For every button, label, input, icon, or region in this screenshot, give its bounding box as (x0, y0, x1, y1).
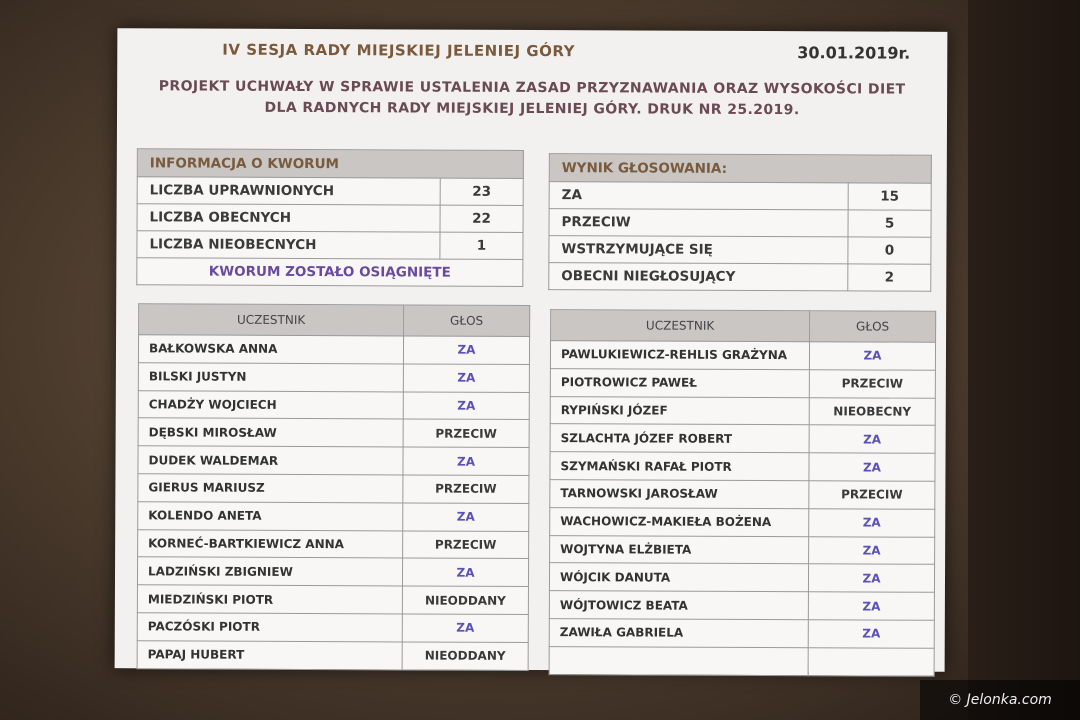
participant-row (549, 646, 934, 675)
vote-result-row (549, 209, 931, 238)
participant-name: WACHOWICZ-MAKIEŁA BOŻENA (550, 507, 809, 536)
participant-row (550, 535, 935, 564)
quorum-heading: INFORMACJA O KWORUM (137, 149, 523, 179)
vote-result-label: OBECNI NIEGŁOSUJĄCY (549, 263, 848, 291)
participant-vote: ZA (808, 592, 934, 620)
participant-name: SZYMAŃSKI RAFAŁ PIOTR (550, 452, 809, 481)
participant-name: PACZÓSKI PIOTR (137, 613, 402, 642)
participant-row (550, 424, 935, 453)
participant-name (549, 646, 808, 675)
participant-vote: PRZECIW (403, 475, 529, 503)
participant-name: BILSKI JUSTYN (138, 363, 403, 392)
vote-result-table (548, 153, 932, 292)
vote-result-row (549, 236, 931, 265)
participant-vote: ZA (808, 620, 934, 648)
participant-name: PAPAJ HUBERT (137, 641, 402, 670)
column-header-participant: UCZESTNIK (551, 310, 810, 342)
participants-left-body (137, 335, 529, 670)
participant-row (550, 396, 935, 425)
participant-vote: ZA (809, 453, 935, 481)
participant-vote: ZA (808, 564, 934, 592)
participants-right-body (549, 341, 935, 676)
participant-vote: ZA (403, 447, 529, 475)
vote-result-label: WSTRZYMUJĄCE SIĘ (549, 236, 848, 264)
participant-vote: NIEODDANY (402, 642, 528, 670)
participant-vote: PRZECIW (403, 419, 529, 447)
participant-vote: ZA (809, 425, 935, 453)
quorum-label: LICZBA OBECNYCH (137, 204, 440, 232)
participant-name: DĘBSKI MIROSŁAW (138, 418, 403, 447)
session-date: 30.01.2019r. (797, 43, 911, 63)
session-title: IV SESJA RADY MIEJSKIEJ JELENIEJ GÓRY (222, 40, 575, 61)
participant-row (138, 418, 529, 448)
quorum-value: 1 (440, 232, 523, 259)
quorum-row (137, 204, 523, 233)
participant-name: MIEDZIŃSKI PIOTR (137, 585, 402, 614)
vote-result-row (549, 182, 931, 211)
participant-name: TARNOWSKI JAROSŁAW (550, 480, 809, 509)
participant-vote: PRZECIW (809, 370, 935, 398)
quorum-value: 22 (440, 205, 523, 232)
participant-row (138, 363, 529, 393)
participants-table-right (549, 309, 937, 676)
quorum-label: LICZBA NIEOBECNYCH (137, 231, 440, 259)
participant-vote (808, 647, 934, 675)
participant-name: ZAWIŁA GABRIELA (549, 619, 808, 648)
participant-vote: ZA (809, 342, 935, 370)
participant-name: PAWLUKIEWICZ-REHLIS GRAŻYNA (550, 341, 809, 370)
participant-row (550, 507, 935, 536)
participant-row (137, 557, 528, 587)
participant-row (549, 563, 934, 592)
quorum-row (137, 177, 523, 206)
background-dark-area (968, 0, 1080, 720)
participant-vote: ZA (402, 614, 528, 642)
participant-vote: ZA (809, 508, 935, 536)
participant-name: WOJTYNA ELŻBIETA (550, 535, 809, 564)
participant-vote: ZA (403, 336, 529, 364)
vote-result-value: 5 (848, 210, 931, 237)
participant-name: DUDEK WALDEMAR (138, 446, 403, 475)
participant-vote: ZA (403, 392, 529, 420)
vote-result-label: ZA (549, 182, 848, 210)
participant-row (550, 480, 935, 509)
participant-name: KORNEĆ-BARTKIEWICZ ANNA (138, 529, 403, 558)
participant-vote: NIEOBECNY (809, 397, 935, 425)
participant-name: SZLACHTA JÓZEF ROBERT (550, 424, 809, 453)
participant-vote: ZA (403, 364, 529, 392)
vote-result-row (549, 263, 931, 292)
vote-result-value: 0 (848, 237, 931, 264)
vote-result-heading: WYNIK GŁOSOWANIA: (549, 154, 931, 184)
quorum-label: LICZBA UPRAWNIONYCH (137, 177, 440, 205)
participant-name: WÓJTOWICZ BEATA (549, 591, 808, 620)
watermark: © Jelonka.com (920, 680, 1080, 720)
participants-table-left (137, 303, 531, 670)
participant-name: GIERUS MARIUSZ (138, 474, 403, 503)
vote-result-label: PRZECIW (549, 209, 848, 237)
header (117, 36, 947, 119)
participant-vote: NIEODDANY (402, 586, 528, 614)
subtitle-line-1: PROJEKT UCHWAŁY W SPRAWIE USTALENIA ZASAD PRZYZNAWANIA ORAZ WYSOKOŚCI DIET (158, 78, 906, 98)
resolution-subtitle (117, 76, 947, 122)
participant-row (550, 452, 935, 481)
participant-name: WÓJCIK DANUTA (549, 563, 808, 592)
participant-row (138, 446, 529, 476)
participant-name: PIOTROWICZ PAWEŁ (550, 368, 809, 397)
participant-row (550, 341, 935, 370)
vote-result-value: 2 (848, 264, 931, 291)
participant-name: RYPIŃSKI JÓZEF (550, 396, 809, 425)
participant-vote: ZA (403, 503, 529, 531)
participant-vote: ZA (402, 558, 528, 586)
quorum-value: 23 (440, 178, 523, 205)
participant-name: LADZIŃSKI ZBIGNIEW (137, 557, 402, 586)
participant-name: BAŁKOWSKA ANNA (138, 335, 403, 364)
participant-vote: PRZECIW (403, 531, 529, 559)
participant-vote: PRZECIW (809, 481, 935, 509)
quorum-table (136, 148, 524, 287)
column-header-vote: GŁOS (404, 305, 530, 337)
participant-row (137, 585, 528, 615)
participant-name: CHADŻY WOJCIECH (138, 390, 403, 419)
participant-name: KOLENDO ANETA (138, 502, 403, 531)
participant-row (138, 390, 529, 420)
column-header-vote: GŁOS (810, 311, 936, 343)
participant-row (137, 613, 528, 643)
participant-row (138, 335, 529, 365)
column-header-participant: UCZESTNIK (139, 304, 404, 336)
participant-row (549, 591, 934, 620)
participant-vote: ZA (809, 536, 935, 564)
participant-row (138, 474, 529, 504)
quorum-status: KWORUM ZOSTAŁO OSIĄGNIĘTE (137, 258, 523, 287)
participant-row (549, 619, 934, 648)
participant-row (138, 502, 529, 532)
vote-result-value: 15 (848, 183, 931, 210)
subtitle-line-2: DLA RADNYCH RADY MIEJSKIEJ JELENIEJ GÓRY. DRUK NR 25.2019. (264, 99, 800, 119)
participant-row (138, 529, 529, 559)
quorum-row (137, 231, 523, 260)
participant-row (550, 368, 935, 397)
projection-screen (115, 28, 948, 672)
participant-row (137, 641, 528, 671)
